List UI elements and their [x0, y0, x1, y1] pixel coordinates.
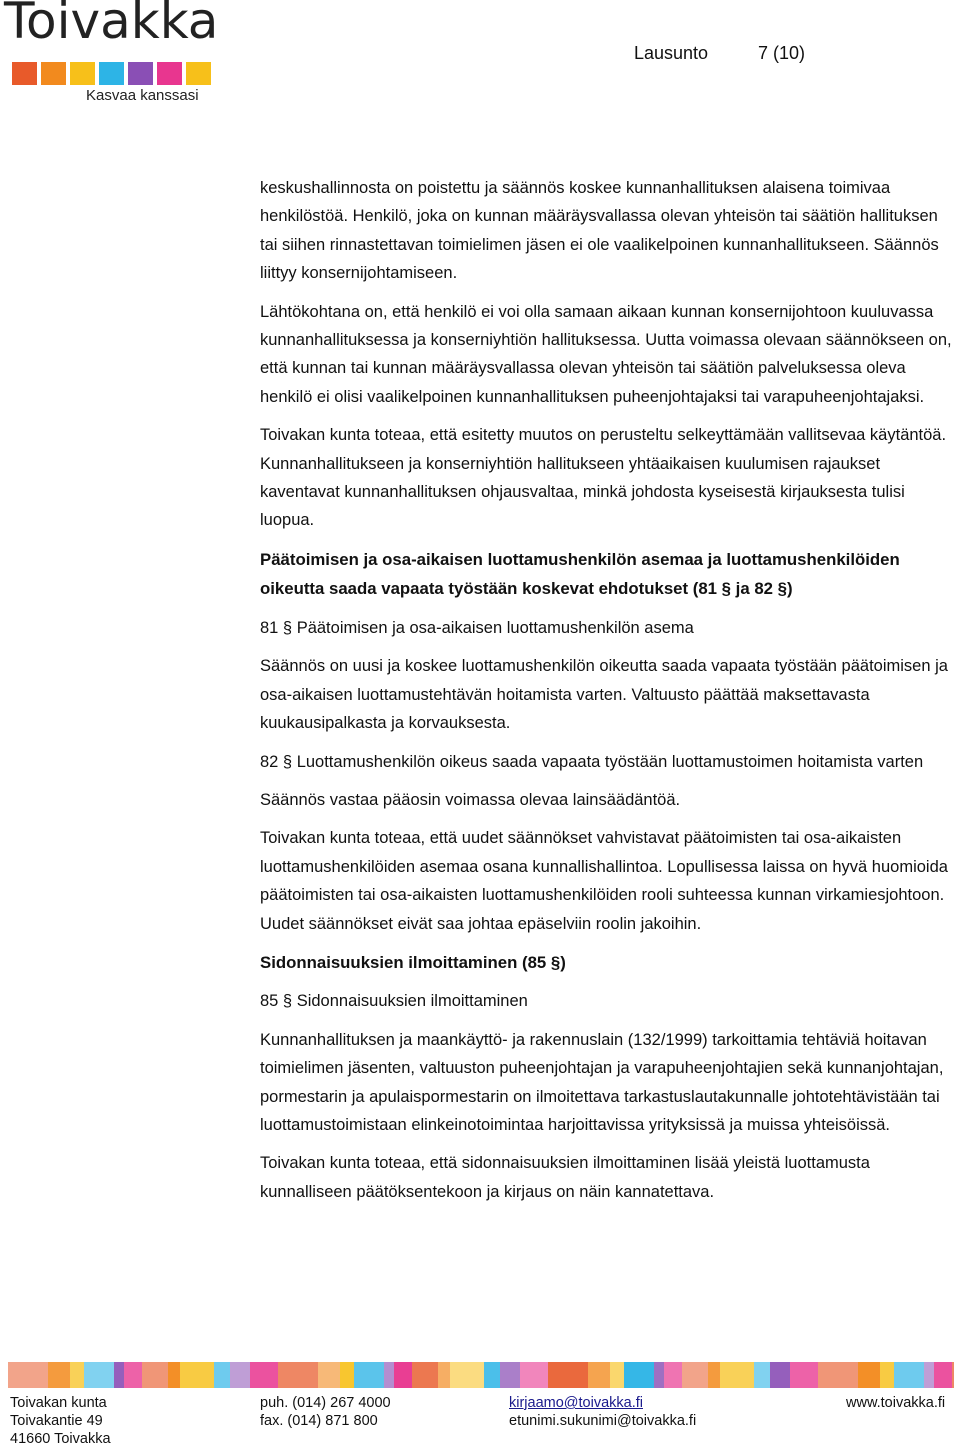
logo-block: [70, 62, 95, 85]
footer-stripe: [318, 1362, 340, 1388]
logo-wordmark: Toivakka: [4, 0, 219, 50]
footer-stripe: [924, 1362, 934, 1388]
footer-stripe: [880, 1362, 894, 1388]
footer-stripe: [624, 1362, 654, 1388]
footer-stripe: [484, 1362, 500, 1388]
paragraph: Toivakan kunta toteaa, että sidonnaisuuksien ilmoittaminen lisää yleistä luottamusta kunnalliseen päätöksentekoon ja kirjaus on näin kannatettava.: [260, 1154, 870, 1201]
footer-stripe: [412, 1362, 438, 1388]
footer-postal: 41660 Toivakka: [10, 1431, 111, 1447]
paragraph: Säännös on uusi ja koskee luottamushenkilön oikeutta saada vapaata työstään päätoimisen ja osa-aikaisen luottamustehtävän hoitamista varten. Valtuusto päättää maksettavasta kuukausipalkasta ja korvauksesta.: [260, 657, 948, 733]
footer-stripe: [818, 1362, 858, 1388]
logo-block: [157, 62, 182, 85]
footer-phone: puh. (014) 267 4000: [260, 1395, 391, 1411]
footer-stripe: [754, 1362, 770, 1388]
footer-fax: fax. (014) 871 800: [260, 1413, 378, 1429]
footer-stripe: [250, 1362, 278, 1388]
logo-color-blocks: [12, 62, 215, 85]
paragraph: keskushallinnosta on poistettu ja säännös koskee kunnanhallituksen alaisena toimivaa henkilöstöä. Henkilö, joka on kunnan määräysvallassa olevan yhteisön tai säätiön hallituksen tai siihen rinnastettavan toimielimen jäsen ei ole vaalikelpoinen kunnanhallitukseen. Säännös liittyy konsernijohtamiseen.: [260, 179, 939, 283]
footer-stripe: [790, 1362, 818, 1388]
footer-stripe: [214, 1362, 230, 1388]
document-type: Lausunto: [634, 43, 709, 63]
paragraph: Kunnanhallituksen ja maankäyttö- ja rakennuslain (132/1999) tarkoittamia tehtäviä hoitavan toimielimen jäsenten, valtuuston puheenjohtajan ja varapuheenjohtajien sekä kunnanjohtajan, pormestarin ja apulaispormestarin on ilmoitettava tarkastuslautakunnalle johtotehtävistään tai luottamustoimistaan elinkeinotoimintaa harjoittavissa yrityksissä ja muissa yhteisöissä.: [260, 1030, 944, 1135]
footer-stripe: [894, 1362, 924, 1388]
footer-email-pattern: etunimi.sukunimi@toivakka.fi: [509, 1413, 697, 1429]
logo-block: [186, 62, 211, 85]
footer-email-block: [509, 1394, 696, 1430]
footer-stripe: [654, 1362, 664, 1388]
footer-stripe: [48, 1362, 70, 1388]
document-body: [260, 174, 958, 1206]
footer-stripe: [708, 1362, 720, 1388]
paragraph: 81 § Päätoimisen ja osa-aikaisen luottamushenkilön asema: [260, 618, 694, 637]
footer-stripe: [168, 1362, 180, 1388]
paragraph: Toivakan kunta toteaa, että esitetty muutos on perusteltu selkeyttämään vallitsevaa käytäntöä. Kunnanhallitukseen ja konserniyhtiön hallitukseen yhtäaikaisen kuulumisen rajaukset kaventavat kunnanhallituksen ohjausvaltaa, minkä johdosta kyseisestä kirjauksesta tulisi luopua.: [260, 426, 947, 530]
footer-stripe: [124, 1362, 142, 1388]
footer-stripe: [720, 1362, 754, 1388]
footer-address-block: [10, 1394, 111, 1448]
footer-stripe: [664, 1362, 682, 1388]
footer-color-stripes: [8, 1362, 954, 1388]
paragraph: 85 § Sidonnaisuuksien ilmoittaminen: [260, 992, 528, 1011]
footer-stripe: [438, 1362, 450, 1388]
footer-stripe: [934, 1362, 952, 1388]
logo-slogan: Kasvaa kanssasi: [86, 87, 199, 104]
footer-address: Toivakantie 49: [10, 1413, 103, 1429]
paragraph: Toivakan kunta toteaa, että uudet säännökset vahvistavat päätoimisten tai osa-aikaisten luottamushenkilöiden asemaa osana kunnallishallintoa. Lopullisessa laissa on hyvä huomioida päätoimisten tai osa-aikaisten luottamushenkilöiden rooli suhteessa kunnan virkamiesjohtoon. Uudet säännökset eivät saa johtaa epäselviin roolin jakoihin.: [260, 829, 948, 933]
footer-stripe: [548, 1362, 588, 1388]
footer-stripe: [520, 1362, 548, 1388]
footer-stripe: [142, 1362, 168, 1388]
footer-website: www.toivakka.fi: [846, 1395, 946, 1411]
page-number: 7 (10): [758, 43, 806, 63]
footer-stripe: [114, 1362, 124, 1388]
footer-stripe: [84, 1362, 114, 1388]
section-heading: Päätoimisen ja osa-aikaisen luottamushenkilön asemaa ja luottamushenkilöiden oikeutta saada vapaata työstään koskevat ehdotukset (81 § ja 82 §): [260, 549, 900, 599]
footer-stripe: [500, 1362, 520, 1388]
section-heading: Sidonnaisuuksien ilmoittaminen (85 §): [260, 952, 566, 972]
footer-stripe: [450, 1362, 484, 1388]
footer-stripe: [70, 1362, 84, 1388]
footer-stripe: [682, 1362, 708, 1388]
footer-web-block: [846, 1394, 945, 1412]
footer-stripe: [588, 1362, 610, 1388]
footer-stripe: [770, 1362, 790, 1388]
footer-email-link[interactable]: kirjaamo@toivakka.fi: [509, 1395, 643, 1411]
footer-stripe: [278, 1362, 318, 1388]
footer-org-name: Toivakan kunta: [10, 1395, 107, 1411]
footer-phone-block: [260, 1394, 391, 1430]
logo-block: [41, 62, 66, 85]
logo-block: [128, 62, 153, 85]
paragraph: Säännös vastaa pääosin voimassa olevaa lainsäädäntöä.: [260, 790, 681, 809]
footer-stripe: [230, 1362, 250, 1388]
footer-stripe: [8, 1362, 48, 1388]
footer-stripe: [394, 1362, 412, 1388]
footer-stripe: [952, 1362, 954, 1388]
logo-block: [99, 62, 124, 85]
logo-block: [12, 62, 37, 85]
footer-stripe: [610, 1362, 624, 1388]
toivakka-logo: [4, 2, 230, 104]
footer-stripe: [354, 1362, 384, 1388]
paragraph: Lähtökohtana on, että henkilö ei voi olla samaan aikaan kunnan konsernijohtoon kuuluvassa kunnanhallituksessa ja konserniyhtiön hallituksessa. Uutta voimassa olevaan säännökseen on, että kunnan tai kunnan määräysvallassa olevan yhteisön tai säätiön palveluksessa oleva henkilö ei olisi vaalikelpoinen kunnanhallituksen puheenjohtajaksi tai varapuheenjohtajaksi.: [260, 302, 952, 406]
paragraph: 82 § Luottamushenkilön oikeus saada vapaata työstään luottamustoimen hoitamista varten: [260, 752, 924, 771]
footer-stripe: [340, 1362, 354, 1388]
footer-stripe: [384, 1362, 394, 1388]
footer-stripe: [858, 1362, 880, 1388]
footer-stripe: [180, 1362, 214, 1388]
